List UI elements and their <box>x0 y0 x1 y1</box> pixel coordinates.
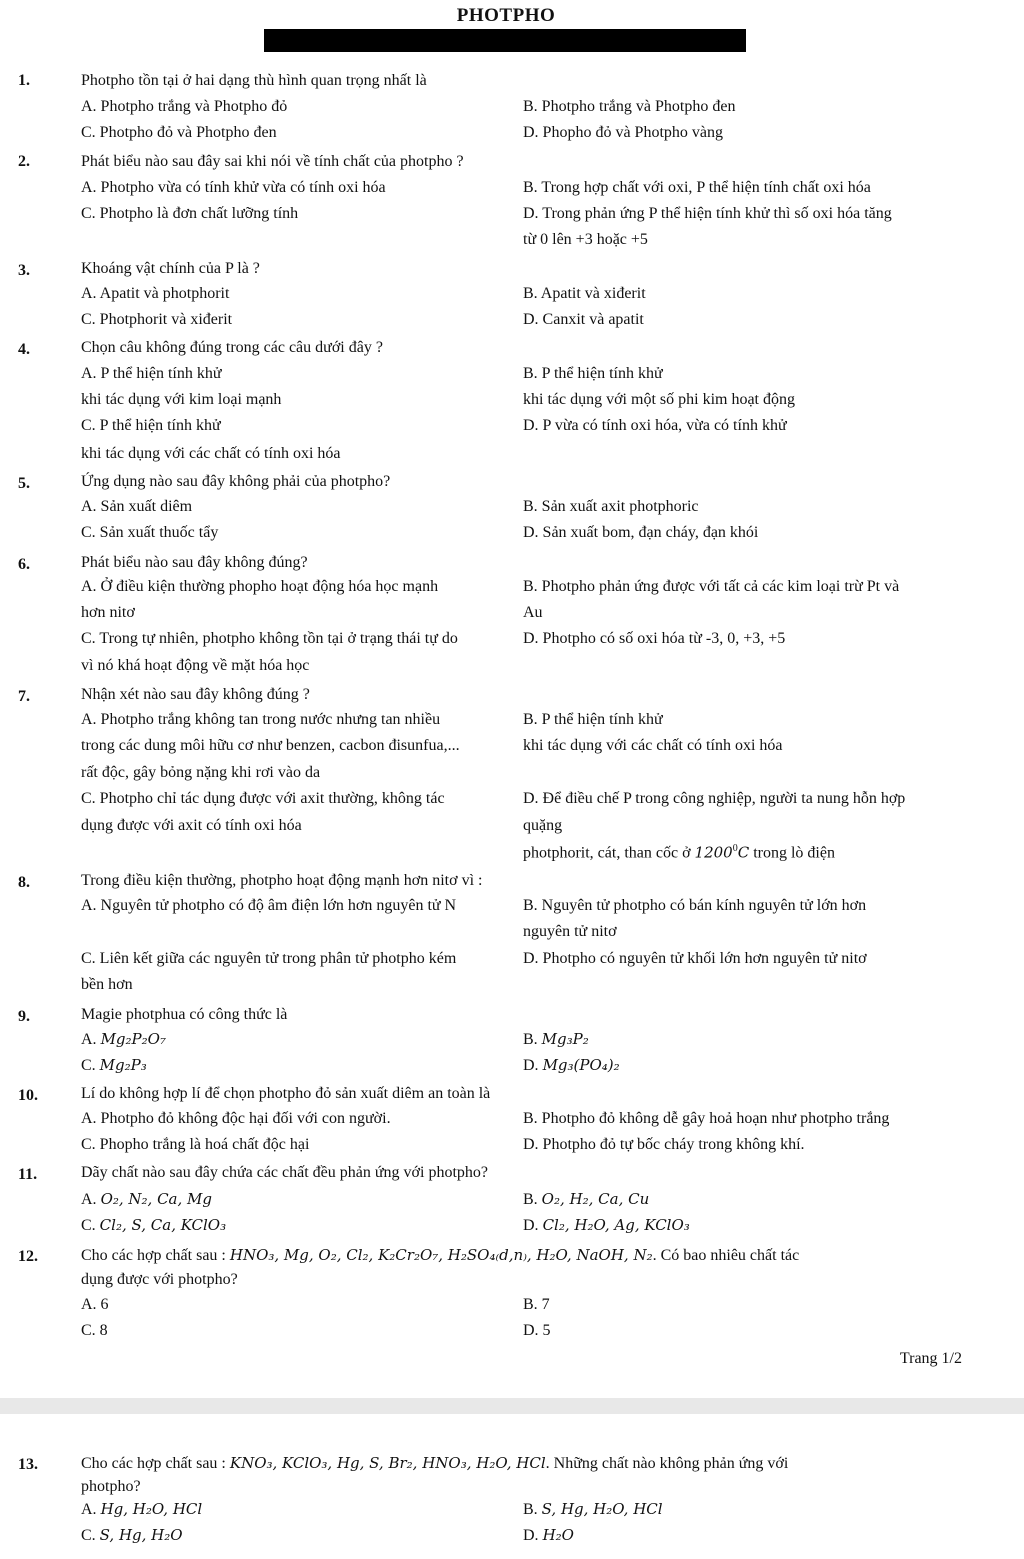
option-a: A. 6 <box>81 1296 109 1313</box>
question-number: 1. <box>18 72 30 89</box>
option-d: D. Canxit và apatit <box>523 311 644 328</box>
question-number: 12. <box>18 1248 38 1265</box>
option-b: B. S, Hg, H₂O, HCl <box>523 1500 663 1518</box>
option-d: D. Cl₂, H₂O, Ag, KClO₃ <box>523 1216 690 1234</box>
question-text: Photpho tồn tại ở hai dạng thù hình quan trọng nhất là <box>81 72 427 89</box>
option-d: D. Photpho có nguyên tử khối lớn hơn nguyên tử nitơ <box>523 950 867 967</box>
question-number: 7. <box>18 688 30 705</box>
option-c: C. Trong tự nhiên, photpho không tồn tại ở trạng thái tự do <box>81 630 458 647</box>
option-b-cont: nguyên tử nitơ <box>523 923 617 940</box>
option-d-cont: từ 0 lên +3 hoặc +5 <box>523 231 648 248</box>
question-number: 13. <box>18 1456 38 1473</box>
option-d-cont2: photphorit, cát, than cốc ở 1200$^0$C trong lò điện <box>523 843 835 862</box>
question-text: Phát biểu nào sau đây không đúng? <box>81 554 308 571</box>
option-c: C. 8 <box>81 1322 108 1339</box>
option-d: D. Phopho đỏ và Photpho vàng <box>523 124 723 141</box>
option-c: C. Sản xuất thuốc tẩy <box>81 524 219 541</box>
option-c-cont: bền hơn <box>81 976 133 993</box>
question-text-cont: dụng được với photpho? <box>81 1271 238 1288</box>
option-d: D. Để điều chế P trong công nghiệp, người ta nung hỗn hợp <box>523 790 906 807</box>
option-c: C. Mg₂P₃ <box>81 1056 147 1074</box>
option-b: B. Nguyên tử photpho có bán kính nguyên tử lớn hơn <box>523 897 867 914</box>
option-b: B. Photpho đỏ không dễ gây hoả hoạn như photpho trắng <box>523 1110 890 1127</box>
option-c: C. Photphorit và xiđerit <box>81 311 233 328</box>
question-text-cont: photpho? <box>81 1478 141 1495</box>
question-number: 3. <box>18 262 30 279</box>
option-a-cont: trong các dung môi hữu cơ như benzen, cacbon đisunfua,... <box>81 737 460 754</box>
question-number: 5. <box>18 475 30 492</box>
question-number: 6. <box>18 556 30 573</box>
option-b-cont: khi tác dụng với các chất có tính oxi hóa <box>523 737 783 754</box>
option-b: B. Sản xuất axit photphoric <box>523 498 699 515</box>
question-text: Nhận xét nào sau đây không đúng ? <box>81 686 310 703</box>
option-c-cont: khi tác dụng với các chất có tính oxi hóa <box>81 445 341 462</box>
option-c: C. Photpho chỉ tác dụng được với axit thường, không tác <box>81 790 445 807</box>
option-b: B. P thể hiện tính khử <box>523 365 663 382</box>
option-b: B. Mg₃P₂ <box>523 1030 589 1048</box>
option-c-cont: dụng được với axit có tính oxi hóa <box>81 817 302 834</box>
question-text: Trong điều kiện thường, photpho hoạt động mạnh hơn nitơ vì : <box>81 872 483 889</box>
page-footer: Trang 1/2 <box>899 1350 962 1367</box>
question-number: 2. <box>18 153 30 170</box>
question-text: Dãy chất nào sau đây chứa các chất đều phản ứng với photpho? <box>81 1164 488 1181</box>
question-text: Khoáng vật chính của P là ? <box>81 260 260 277</box>
option-b-cont: Au <box>523 604 543 621</box>
option-c: C. S, Hg, H₂O <box>81 1526 183 1544</box>
option-d: D. P vừa có tính oxi hóa, vừa có tính khử <box>523 417 787 434</box>
option-c: C. P thể hiện tính khử <box>81 417 221 434</box>
option-a: A. Photpho vừa có tính khử vừa có tính oxi hóa <box>81 179 386 196</box>
option-c: C. Liên kết giữa các nguyên tử trong phân tử photpho kém <box>81 950 457 967</box>
question-text: Cho các hợp chất sau : KNO₃, KClO₃, Hg, S, Br₂, HNO₃, H₂O, HCl. Những chất nào không phản ứng với <box>81 1454 789 1472</box>
option-a: A. Photpho trắng không tan trong nước nhưng tan nhiều <box>81 711 441 728</box>
option-a: A. Sản xuất diêm <box>81 498 193 515</box>
option-d: D. Photpho đỏ tự bốc cháy trong không khí. <box>523 1136 805 1153</box>
question-text: Lí do không hợp lí để chọn photpho đỏ sản xuất diêm an toàn là <box>81 1085 491 1102</box>
question-number: 8. <box>18 874 30 891</box>
option-d: D. Sản xuất bom, đạn cháy, đạn khói <box>523 524 759 541</box>
option-a: A. Photpho trắng và Photpho đỏ <box>81 98 288 115</box>
option-c: C. Cl₂, S, Ca, KClO₃ <box>81 1216 227 1234</box>
page-title: PHOTPHO <box>456 5 556 26</box>
option-b: B. Apatit và xiđerit <box>523 285 646 302</box>
question-text: Phát biểu nào sau đây sai khi nói về tính chất của photpho ? <box>81 153 464 170</box>
question-text: Ứng dụng nào sau đây không phải của photpho? <box>81 473 391 490</box>
question-text: Chọn câu không đúng trong các câu dưới đây ? <box>81 339 383 356</box>
option-b: B. O₂, H₂, Ca, Cu <box>523 1190 650 1208</box>
question-number: 11. <box>18 1166 38 1183</box>
question-text: Magie photphua có công thức là <box>81 1006 288 1023</box>
page-separator <box>0 1398 1024 1414</box>
option-d: D. Trong phản ứng P thể hiện tính khử thì số oxi hóa tăng <box>523 205 892 222</box>
page-2 <box>0 1414 1024 1559</box>
option-b: B. 7 <box>523 1296 550 1313</box>
option-a: A. Ở điều kiện thường phopho hoạt động hóa học mạnh <box>81 578 439 595</box>
option-c: C. Photpho đỏ và Photpho đen <box>81 124 277 141</box>
option-a-cont2: rất độc, gây bỏng nặng khi rơi vào da <box>81 764 321 781</box>
option-a: A. O₂, N₂, Ca, Mg <box>81 1190 213 1208</box>
option-a-cont: hơn nitơ <box>81 604 135 621</box>
option-c: C. Phopho trắng là hoá chất độc hại <box>81 1136 310 1153</box>
option-a: A. P thể hiện tính khử <box>81 365 222 382</box>
question-text: Cho các hợp chất sau : HNO₃, Mg, O₂, Cl₂, K₂Cr₂O₇, H₂SO₄₍d,n₎, H₂O, NaOH, N₂. Có bao nhiêu chất tác <box>81 1246 800 1264</box>
option-d: D. H₂O <box>523 1526 574 1544</box>
question-number: 9. <box>18 1008 30 1025</box>
question-number: 10. <box>18 1087 38 1104</box>
option-b: B. Trong hợp chất với oxi, P thể hiện tính chất oxi hóa <box>523 179 871 196</box>
option-a-cont: khi tác dụng với kim loại mạnh <box>81 391 282 408</box>
option-a: A. Mg₂P₂O₇ <box>81 1030 166 1048</box>
option-d: D. 5 <box>523 1322 551 1339</box>
option-a: A. Apatit và photphorit <box>81 285 230 302</box>
option-b: B. Photpho trắng và Photpho đen <box>523 98 736 115</box>
option-b: B. Photpho phản ứng được với tất cả các kim loại trừ Pt và <box>523 578 900 595</box>
option-a: A. Hg, H₂O, HCl <box>81 1500 203 1518</box>
option-b: B. P thể hiện tính khử <box>523 711 663 728</box>
option-d: D. Photpho có số oxi hóa từ -3, 0, +3, +5 <box>523 630 786 647</box>
question-number: 4. <box>18 341 30 358</box>
option-c-cont: vì nó khá hoạt động về mặt hóa học <box>81 657 310 674</box>
option-a: A. Nguyên tử photpho có độ âm điện lớn hơn nguyên tử N <box>81 897 457 914</box>
redaction-bar <box>264 29 746 52</box>
option-d-cont: quặng <box>523 817 563 834</box>
option-a: A. Photpho đỏ không độc hại đối với con người. <box>81 1110 391 1127</box>
option-b-cont: khi tác dụng với một số phi kim hoạt động <box>523 391 795 408</box>
option-c: C. Photpho là đơn chất lưỡng tính <box>81 205 299 222</box>
option-d: D. Mg₃(PO₄)₂ <box>523 1056 620 1074</box>
